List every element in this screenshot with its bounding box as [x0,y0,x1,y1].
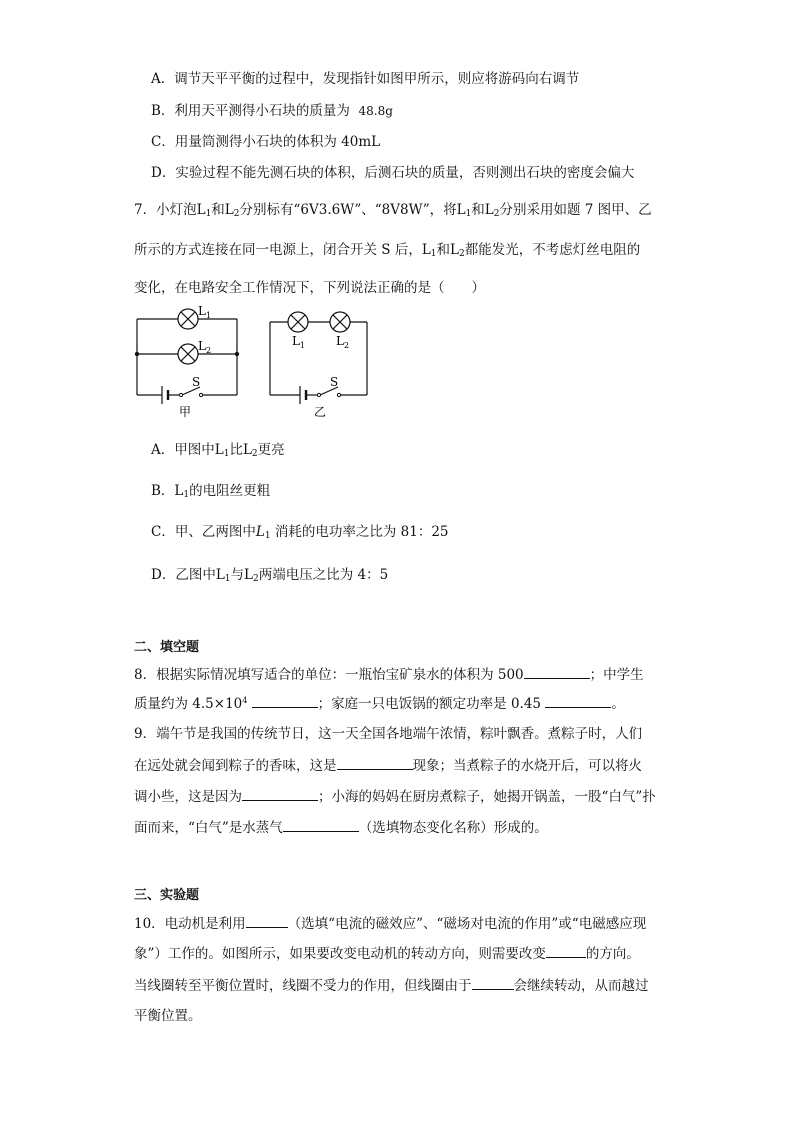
yi-lamp1-label: $L_1$ [292,334,306,350]
q8-line-1: 8．根据实际情况填写适合的单位：一瓶怡宝矿泉水的体积为 500 ；中学生 [134,667,644,683]
yi-caption: 乙 [314,405,327,419]
q7-option-d: D．乙图中$L_1$与$L_2$两端电压之比为 4：5 [151,567,389,584]
q6-option-b-text: B．利用天平测得小石块的质量为 [151,103,350,119]
section-3-title: 三、实验题 [134,888,200,903]
q6-option-b-value: 48.8g [358,104,393,118]
q7-option-b: B．$L_1$的电阻丝更粗 [151,483,271,500]
circuit-diagram [130,300,380,425]
q7-option-a: A．甲图中$L_1$比$L_2$更亮 [151,442,285,459]
q10-line-2: 象”）工作的。如图所示，如果要改变电动机的转动方向，则需要改变 的方向。 [134,946,640,962]
q7-stem-line-3: 变化，在电路安全工作情况下，下列说法正确的是（ ） [134,280,485,296]
q8-blank-3[interactable] [545,695,611,708]
switch-contact [199,393,202,396]
q7-option-c: C．甲、乙两图中$L_1$ 消耗的电功率之比为 81：25 [151,524,449,541]
q8-blank-2[interactable] [252,695,318,708]
q6-option-c-text: C．用量筒测得小石块的体积为 [151,134,337,150]
q9-line-3: 调小些，这是因为 ；小海的妈妈在厨房煮粽子，她揭开锅盖，一股“白气”扑 [134,789,656,805]
q10-blank-2[interactable] [546,945,586,958]
q6-option-c [151,130,380,150]
q10-line-1: 10．电动机是利用 （选填“电流的磁效应”、“磁场对电流的作用”或“电磁感应现 [134,916,647,932]
q6-option-d: D．实验过程不能先测石块的体积，后测石块的质量，否则测出石块的密度会偏大 [151,165,635,181]
q8-blank-1[interactable] [524,666,590,679]
q7-stem-line-1: 7．小灯泡$L_1$和$L_2$分别标有“6V3.6W”、“8V8W”，将$L_1$和$L_2$分别采用如题 7 图甲、乙 [134,202,652,219]
circuit-yi [270,312,367,404]
circuit-jia [137,309,237,404]
q6-option-c-value: 40mL [341,134,381,150]
q6-option-a: A．调节天平平衡的过程中，发现指针如图甲所示，则应将游码向右调节 [151,71,580,87]
q10-line-4: 平衡位置。 [134,1008,202,1024]
yi-switch-label: S [330,375,339,389]
q6-option-b [151,99,393,119]
yi-lamp2-label: $L_2$ [336,334,350,350]
section-2-title: 二、填空题 [134,640,200,655]
q7-stem-line-2: 所示的方式连接在同一电源上，闭合开关 S 后，$L_1$和$L_2$都能发光，不考虑灯丝电阻的 [134,242,641,259]
q9-line-4: 面而来，“白气”是水蒸气 （选填物态变化名称）形成的。 [134,820,548,836]
switch-contact [317,393,320,396]
junction-dot [135,352,139,356]
jia-lamp2-label: $L_2$ [198,339,212,355]
q9-blank-2[interactable] [242,788,318,801]
jia-lamp1-label: $L_1$ [198,304,212,320]
jia-caption: 甲 [179,405,192,419]
switch-contact [337,393,340,396]
switch-contact [179,393,182,396]
q10-blank-1[interactable] [246,915,288,928]
q9-blank-1[interactable] [337,757,413,770]
jia-switch-label: S [192,375,201,389]
q10-blank-3[interactable] [472,977,514,990]
q10-line-3: 当线圈转至平衡位置时，线圈不受力的作用，但线圈由于 会继续转动，从而越过 [134,978,649,994]
q8-line-2: 质量约为 $4.5\times 10^4$ ；家庭一只电饭锅的额定功率是 0.45 。 [134,696,625,712]
q9-line-1: 9．端午节是我国的传统节日，这一天全国各地端午浓情，粽叶飘香。煮粽子时，人们 [134,726,643,742]
q9-line-2: 在远处就会闻到粽子的香味，这是 现象；当煮粽子的水烧开后，可以将火 [134,758,642,774]
junction-dot [235,352,239,356]
q9-blank-3[interactable] [283,819,359,832]
